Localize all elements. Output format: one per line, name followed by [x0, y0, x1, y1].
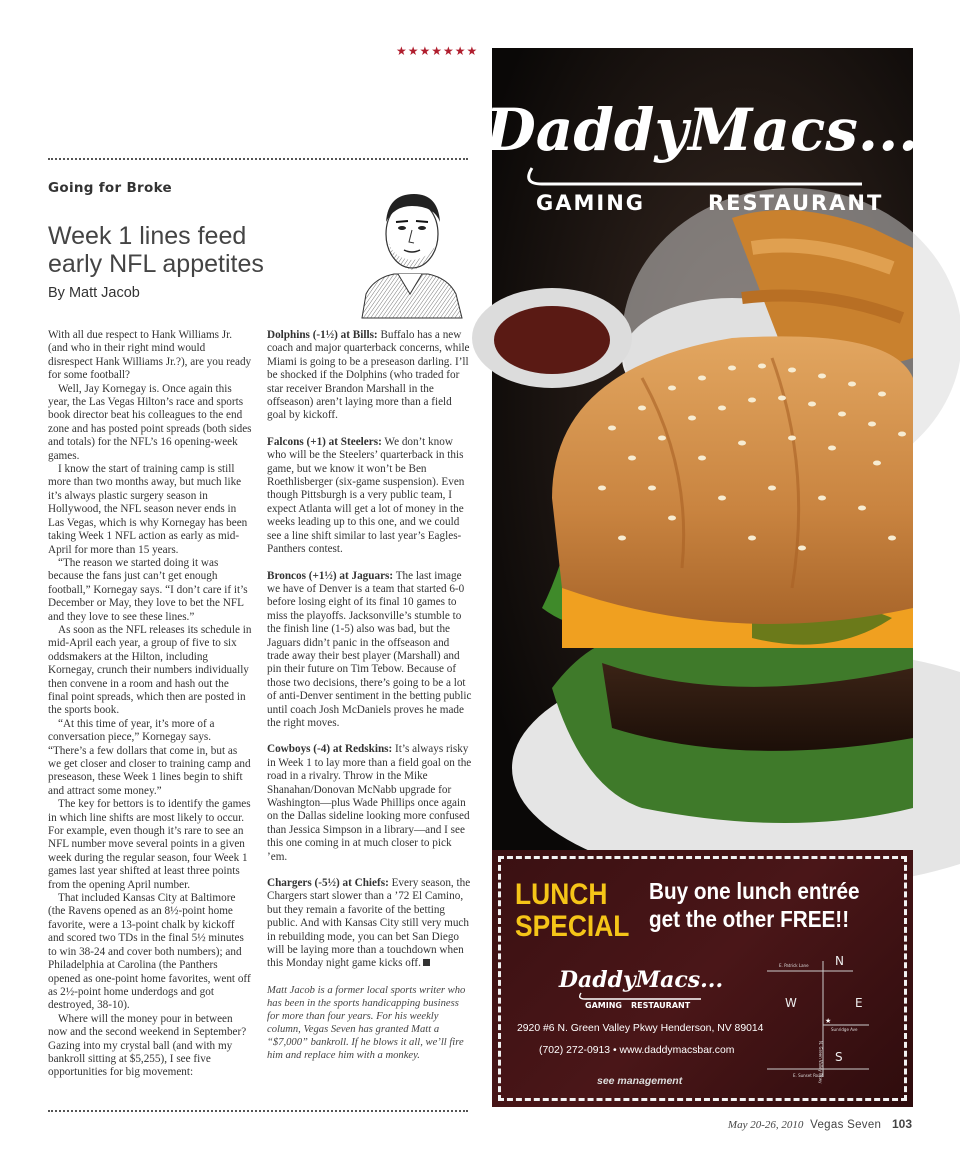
paragraph: The key for bettors is to identify the games in which line shifts are most likely to occur. For example, even though it’s rare to see an NFL number move several points in a given week during the regular season, four Week 1 games last year shifted at least three points from the opening April number.: [48, 798, 251, 891]
paragraph: That included Kansas City at Baltimore (the Ravens opened as an 8½-point home favorite, were a 13-point chalk by kickoff and scored two TDs in the final 5½ minutes to win 38-24 and cover both numbers); and Philadelphia at Carolina (the Panthers opened as one-point home favorites, went off as 2½-point home underdogs and got destroyed, 38-10).: [48, 892, 251, 1012]
small-logo-gaming: GAMING: [585, 1001, 622, 1010]
lunch-word: LUNCH: [515, 878, 608, 911]
article-column-2: [267, 329, 473, 1062]
game-analysis: It’s always risky in Week 1 to lay more than a field goal on the road in a rivalry. Throw in the Mike Shanahan/Donovan McNabb upgrade for Washington—plus Wade Phillips once again on the Dallas sideline looking more confused than Jessica Simpson in a library—and I see this one coming in at much closer to pick ’em.: [267, 743, 472, 863]
issue-date: May 20-26, 2010: [727, 1119, 804, 1131]
restaurant-address: 2920 #6 N. Green Valley Pkwy Henderson, NV 89014: [517, 1023, 764, 1034]
paragraph: Well, Jay Kornegay is. Once again this year, the Las Vegas Hilton’s race and sports book director beat his colleagues to the end zone and has posted point spreads (both sides and totals) for the NFL’s 16 opening-week games.: [48, 382, 252, 462]
map-compass-e: E: [855, 996, 863, 1010]
headline: [48, 222, 348, 278]
daddymacs-advertisement: [485, 48, 919, 1107]
map-star-icon: ★: [825, 1017, 832, 1025]
game-pick: [267, 743, 473, 864]
game-pick: [267, 570, 473, 731]
logo-wordmark: DaddyMacs...: [485, 96, 919, 164]
game-pick: [267, 329, 473, 423]
logo-tagline-gaming: GAMING: [536, 191, 646, 215]
author-bio: Matt Jacob is a former local sports writer who has been in the sports handicapping business for more than four years. For his weekly column, Vegas Seven has granted Matt a “$7,000” bankroll. If he blows it all, we’ll fire him and replace him with a monkey.: [267, 984, 466, 1061]
offer-line-2: get the other FREE!!: [649, 906, 850, 932]
game-matchup: Cowboys (-4) at Redskins:: [267, 743, 393, 756]
game-pick: [267, 436, 473, 557]
map-compass-n: N: [835, 954, 844, 968]
stars-ornament: ★★★★★★★: [396, 44, 479, 58]
magazine-name: Vegas Seven: [810, 1119, 882, 1131]
paragraph: With all due respect to Hank Williams Jr. (and who in their right mind would disrespect Hank Williams Jr.?), are you ready for some football?: [48, 329, 252, 382]
page-number: 103: [891, 1117, 912, 1131]
location-map: [763, 951, 875, 1084]
author-portrait-illustration: [352, 182, 470, 318]
game-matchup: Broncos (+1½) at Jaguars:: [267, 569, 394, 582]
paragraph: “The reason we started doing it was because the fans just can’t get enough football,” Kornegay says. “I don’t care if it’s December or May, they love to bet the NFL and they love to see these lines.”: [48, 556, 248, 623]
small-logo-restaurant: RESTAURANT: [631, 1001, 691, 1010]
byline: By Matt Jacob: [48, 285, 140, 301]
map-road-bottom: E. Sunset Road: [793, 1073, 824, 1078]
logo-tagline-restaurant: RESTAURANT: [708, 191, 884, 215]
coupon-border: [498, 856, 907, 1101]
game-pick: [267, 877, 473, 971]
see-management-note: see management: [597, 1075, 683, 1087]
map-road-mid: Sunridge Ave: [831, 1027, 858, 1032]
end-mark-icon: [423, 959, 430, 966]
map-compass-s: S: [835, 1050, 843, 1064]
coupon-panel: [492, 850, 913, 1107]
paragraph: “At this time of year, it’s more of a conversation piece,” Kornegay says. “There’s a few dollars that come in, but as we get closer and closer to training camp and preseason, these Week 1 lines begin to shift and attract some money.”: [48, 717, 251, 797]
column-kicker: Going for Broke: [48, 180, 172, 196]
game-analysis: Buffalo has a new coach and major quarterback concerns, while Miami is going to be a preseason darling. I’ll be shocked if the Dolphins (who traded for star receiver Brandon Marshall in the offseason) aren’t laying more than a field goal by kickoff.: [267, 329, 470, 422]
map-compass-w: W: [785, 996, 797, 1010]
restaurant-phone-web: (702) 272-0913 • www.daddymacsbar.com: [539, 1045, 735, 1056]
game-analysis: The last image we have of Denver is a team that started 6-0 before losing eight of its final 10 games to miss the playoffs. Jacksonville’s stumble to the finish line (1-5) also was bad, but the Jaguars didn’t panic in the offseason and trade away their best player (Marshall) and pin their future on Tim Tebow. Because of those two decisions, there’s going to be a lot of anti-Denver sentiment in the betting public until coach Josh McDaniels proves he made the right moves.: [267, 569, 472, 729]
dotted-divider-bottom: [48, 1110, 468, 1112]
game-matchup: Falcons (+1) at Steelers:: [267, 435, 382, 448]
game-matchup: Dolphins (-1½) at Bills:: [267, 329, 378, 341]
page-footer: [728, 1117, 912, 1131]
headline-line-1: Week 1 lines feed: [48, 222, 247, 250]
dotted-divider-top: [48, 158, 468, 160]
paragraph: Where will the money pour in between now and the second weekend in September? Gazing into my crystal ball (and with my bankroll sitting at $5,255), I see five opportunities for big movement:: [48, 1012, 247, 1079]
daddymacs-logo: [485, 72, 919, 222]
headline-line-2: early NFL appetites: [48, 250, 264, 278]
game-matchup: Chargers (-5½) at Chiefs:: [267, 877, 389, 890]
lunch-special-title: [515, 879, 629, 943]
map-road-top: E. Patrick Lane: [779, 963, 809, 968]
offer-line-1: Buy one lunch entrée: [649, 878, 860, 904]
game-analysis: We don’t know who will be the Steelers’ quarterback in this game, but we know it won’t be Ben Roethlisberger (six-game suspension). Even though Pittsburgh is a very public team, I expect Atlanta will get a lot of money in the weeks leading up to this one, and we could see a line shift similar to last year’s Eagles-Panthers contest.: [267, 435, 465, 556]
special-word: SPECIAL: [515, 910, 630, 943]
game-analysis: Every season, the Chargers start slower than a ’72 El Camino, but they remain a favorite of the betting public. And with Kansas City still very much in rebuilding mode, you can bet San Diego will be laying more than a touchdown when this Monday night game kicks off.: [267, 877, 471, 970]
small-logo-wordmark: DaddyMacs...: [558, 967, 724, 993]
daddymacs-small-logo: [558, 963, 724, 1011]
offer-text: [649, 877, 859, 933]
paragraph: I know the start of training camp is still more than two months away, but much like it’s always plastic surgery season in Hollywood, the NFL season never ends in Las Vegas, which is why Kornegay has been taking Week 1 NFL action as early as mid-April for more than 15 years.: [48, 463, 248, 556]
map-road-vertical: N. Green Valley Pkwy: [818, 1041, 823, 1084]
article-column-1: [48, 329, 252, 1080]
paragraph: As soon as the NFL releases its schedule in mid-April each year, a group of five to six oddsmakers at the Hilton, including Kornegay, crunch their numbers individually then convene in a room and hash out the final point spreads, which then are posted in the sports book.: [48, 623, 252, 717]
